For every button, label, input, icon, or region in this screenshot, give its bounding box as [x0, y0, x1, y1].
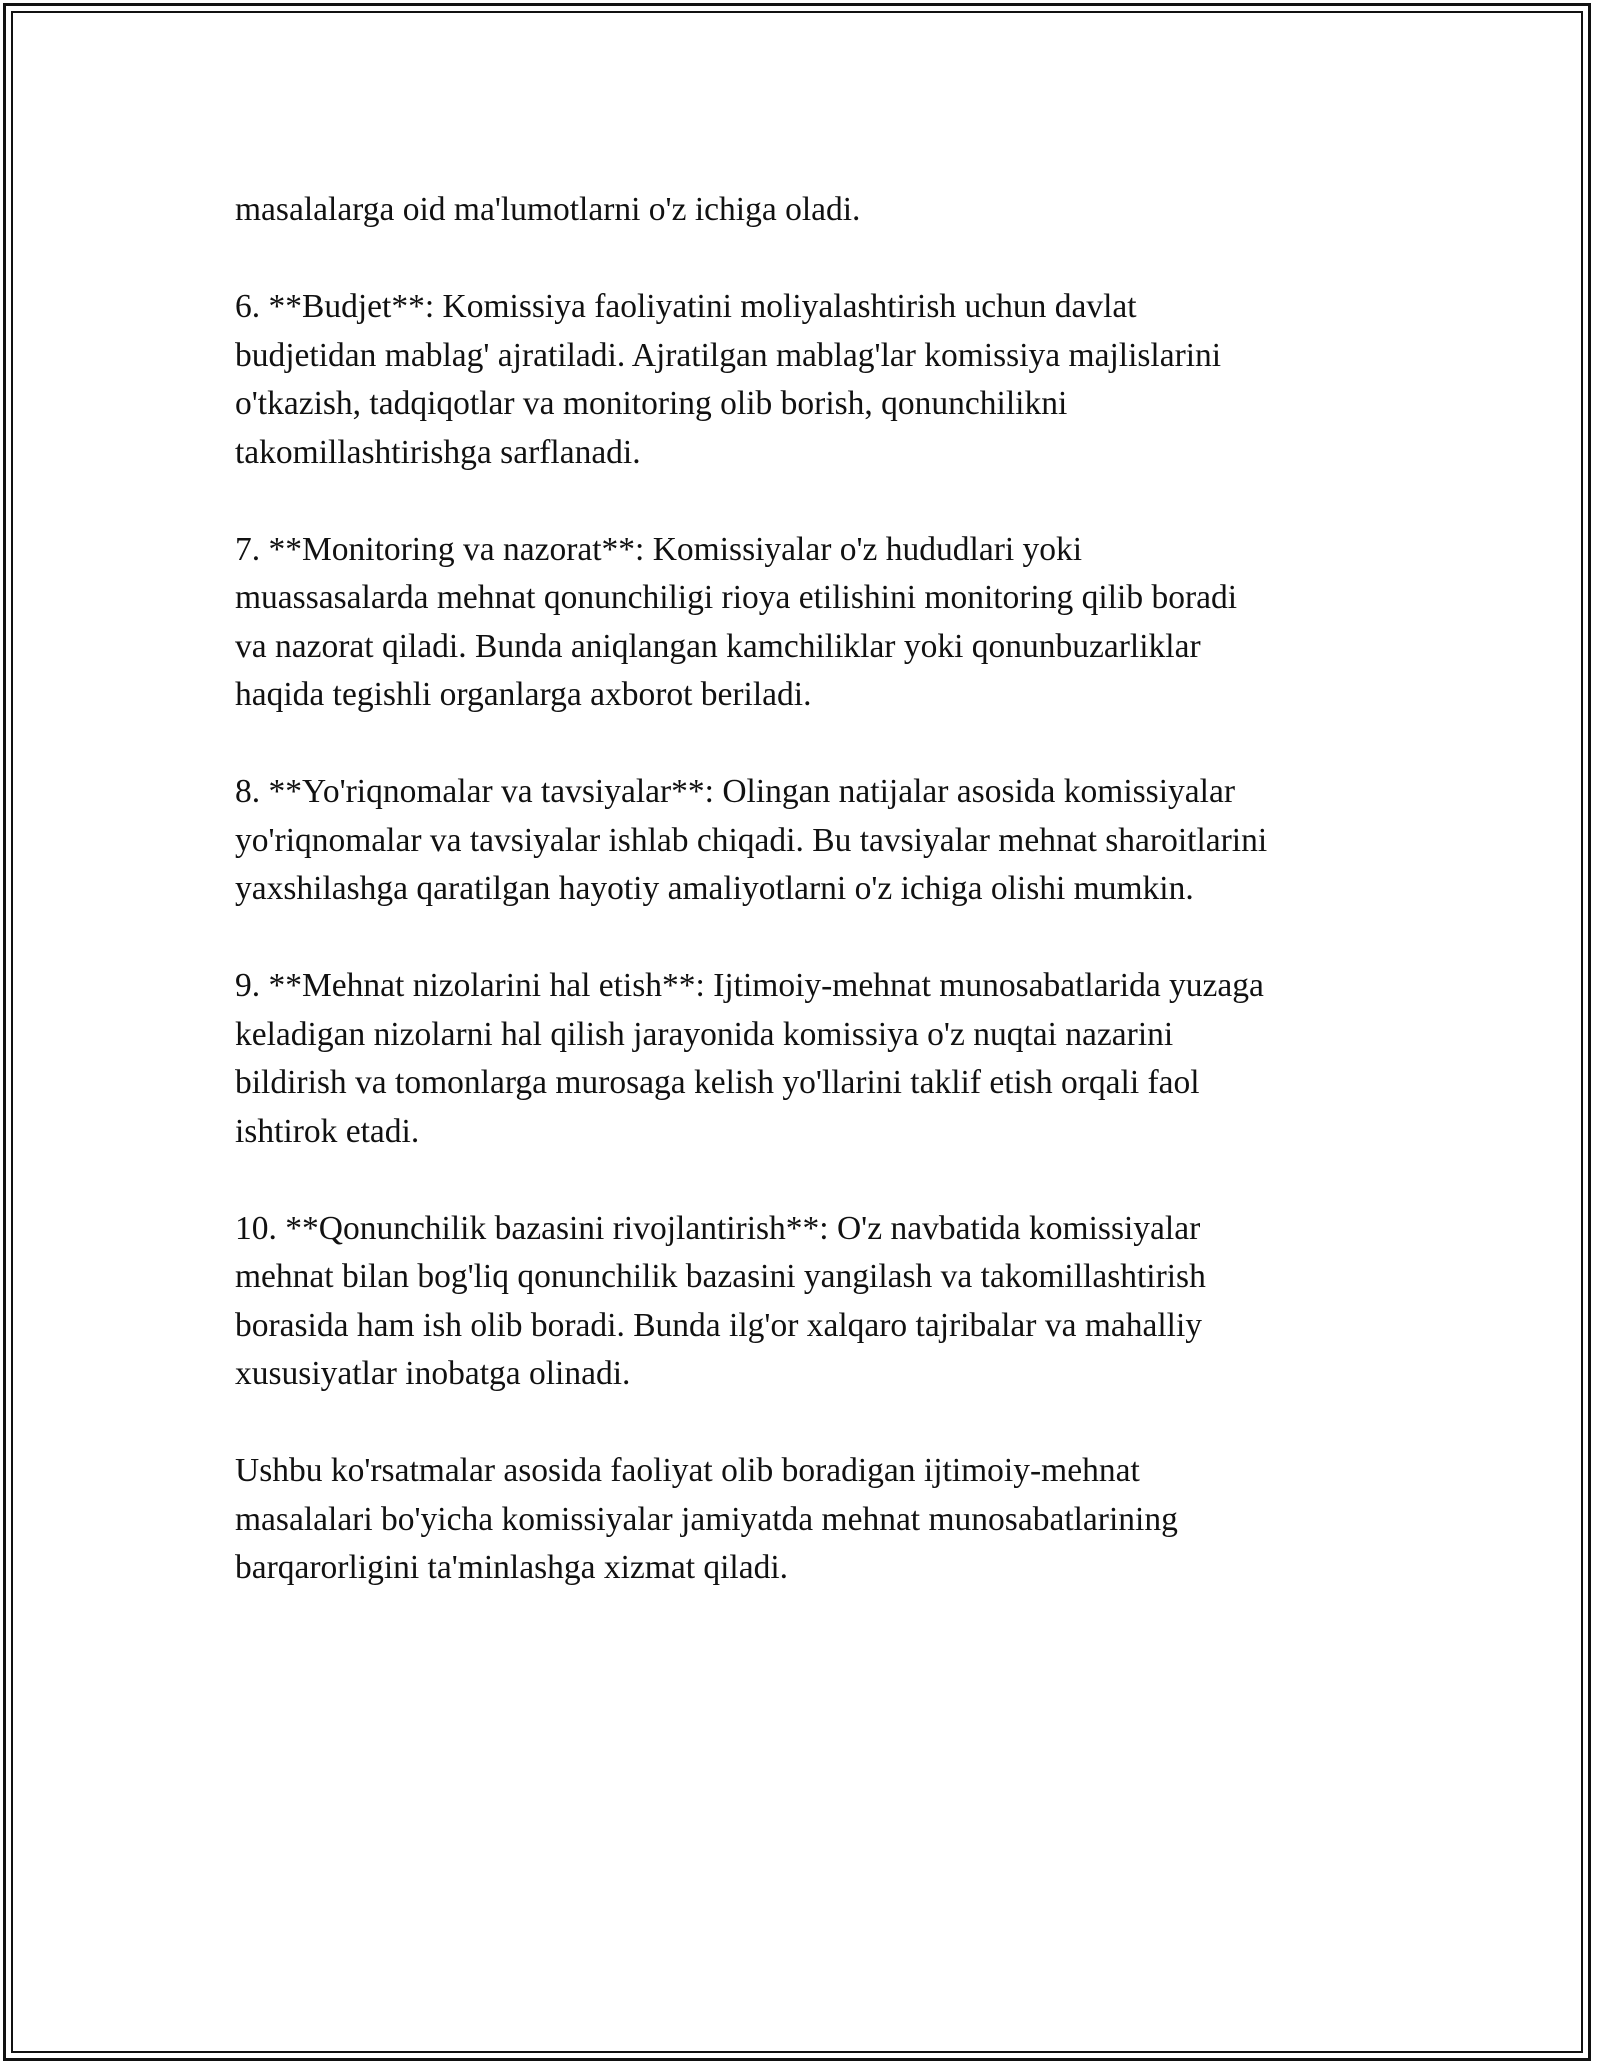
- document-body: [235, 186, 1375, 1593]
- paragraph-yoriqnomalar: 8. **Yo'riqnomalar va tavsiyalar**: Olingan natijalar asosida komissiyalar yo'riqnomalar va tavsiyalar ishlab chiqadi. Bu tavsiyalar mehnat sharoitlarini yaxshilashga qaratilgan hayotiy amaliyotlarni o'z ichiga olishi mumkin.: [235, 773, 1268, 907]
- paragraph-conclusion: Ushbu ko'rsatmalar asosida faoliyat olib boradigan ijtimoiy-mehnat masalalari bo'yicha komissiyalar jamiyatda mehnat munosabatlarining barqarorligini ta'minlashga xizmat qiladi.: [235, 1452, 1178, 1586]
- paragraph-monitoring: 7. **Monitoring va nazorat**: Komissiyalar o'z hududlari yoki muassasalarda mehnat qonunchiligi rioya etilishini monitoring qilib boradi va nazorat qiladi. Bunda aniqlangan kamchiliklar yoki qonunbuzarliklar haqida tegishli organlarga axborot beriladi.: [235, 530, 1238, 713]
- paragraph-mehnat-nizolari: 9. **Mehnat nizolarini hal etish**: Ijtimoiy-mehnat munosabatlarida yuzaga keladigan nizolarni hal qilish jarayonida komissiya o'z nuqtai nazarini bildirish va tomonlarga murosaga kelish yo'llarini taklif etish orqali faol ishtirok etadi.: [235, 967, 1264, 1150]
- paragraph-qonunchilik: 10. **Qonunchilik bazasini rivojlantirish**: O'z navbatida komissiyalar mehnat bilan bog'liq qonunchilik bazasini yangilash va takomillashtirish borasida ham ish olib boradi. Bunda ilg'or xalqaro tajribalar va mahalliy xususiyatlar inobatga olinadi.: [235, 1209, 1206, 1392]
- paragraph-budjet: 6. **Budjet**: Komissiya faoliyatini moliyalashtirish uchun davlat budjetidan mablag' ajratiladi. Ajratilgan mablag'lar komissiya majlislarini o'tkazish, tadqiqotlar va monitoring olib borish, qonunchilikni takomillashtirishga sarflanadi.: [235, 288, 1222, 471]
- paragraph-continuation: masalalarga oid ma'lumotlarni o'z ichiga oladi.: [235, 191, 861, 228]
